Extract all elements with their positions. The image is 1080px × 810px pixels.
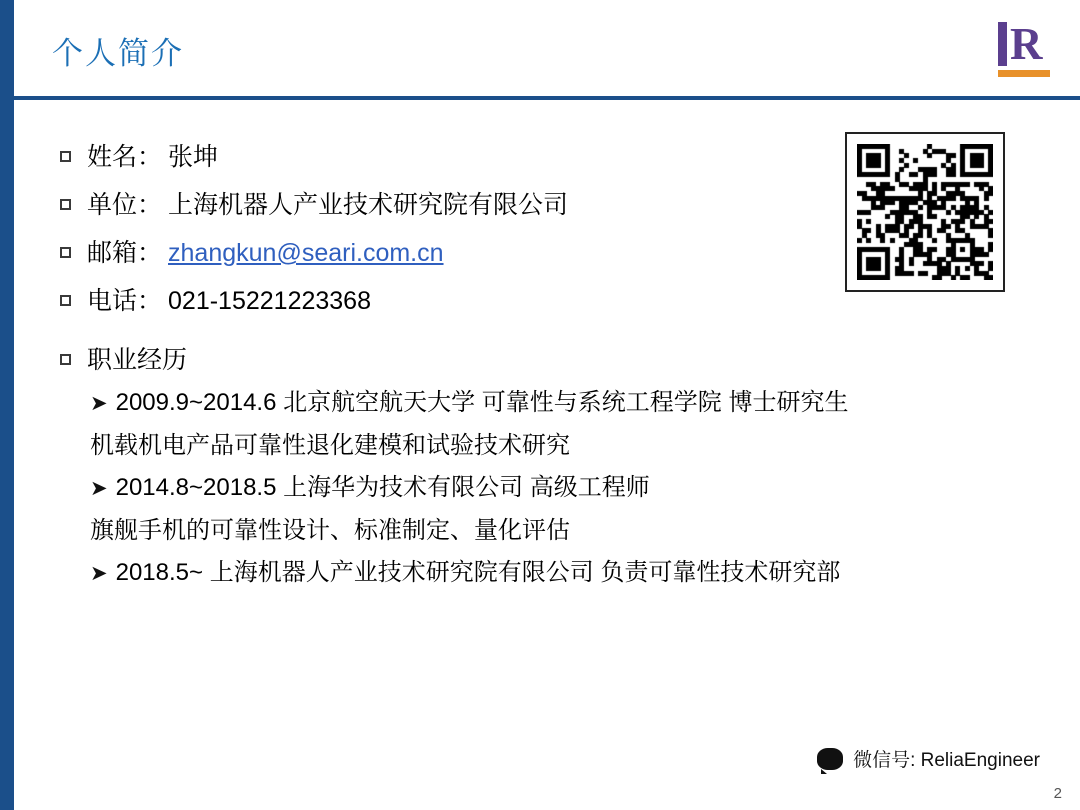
wechat-icon [817, 748, 843, 770]
arrow-bullet-icon: ➤ [90, 477, 108, 500]
left-accent-bar [0, 0, 14, 810]
career-item-main: 2014.8~2018.5 上海华为技术有限公司 高级工程师 [115, 474, 650, 501]
page-title: 个人简介 [52, 36, 184, 71]
qr-code-image [857, 144, 993, 280]
career-item-main: 2009.9~2014.6 北京航空航天大学 可靠性与系统工程学院 博士研究生 [115, 389, 849, 416]
wechat-footer [817, 745, 1040, 772]
career-item-sub: 旗舰手机的可靠性设计、标准制定、量化评估 [90, 517, 570, 544]
career-list [90, 382, 1050, 595]
square-bullet-icon [60, 199, 71, 210]
career-item-main: 2018.5~ 上海机器人产业技术研究院有限公司 负责可靠性技术研究部 [115, 559, 841, 586]
square-bullet-icon [60, 295, 71, 306]
career-item [90, 382, 1050, 425]
logo-letter: R [1010, 19, 1043, 69]
career-heading-label: 职业经历 [87, 346, 188, 374]
info-label-name: 姓名： [87, 143, 163, 171]
email-link[interactable]: zhangkun@seari.com.cn [168, 239, 444, 267]
career-item-sub: 机载机电产品可靠性退化建模和试验技术研究 [90, 432, 570, 459]
company-logo [996, 20, 1054, 82]
career-heading [60, 340, 1050, 376]
slide-header [14, 0, 1080, 100]
logo-underline [998, 70, 1050, 77]
square-bullet-icon [60, 354, 71, 365]
info-value-company: 上海机器人产业技术研究院有限公司 [168, 191, 569, 219]
info-label-email: 邮箱： [87, 239, 163, 267]
info-value-phone: 021-15221223368 [168, 287, 371, 315]
qr-code [845, 132, 1005, 292]
logo-bar-mark [998, 22, 1007, 66]
career-item [90, 467, 1050, 510]
arrow-bullet-icon: ➤ [90, 562, 108, 585]
square-bullet-icon [60, 247, 71, 258]
info-value-name: 张坤 [168, 143, 219, 171]
career-item [90, 552, 1050, 595]
square-bullet-icon [60, 151, 71, 162]
info-label-company: 单位： [87, 191, 163, 219]
wechat-label: 微信号: ReliaEngineer [853, 750, 1040, 771]
arrow-bullet-icon: ➤ [90, 392, 108, 415]
page-number: 2 [1053, 785, 1062, 802]
header-divider [14, 96, 1080, 100]
info-label-phone: 电话： [87, 287, 163, 315]
